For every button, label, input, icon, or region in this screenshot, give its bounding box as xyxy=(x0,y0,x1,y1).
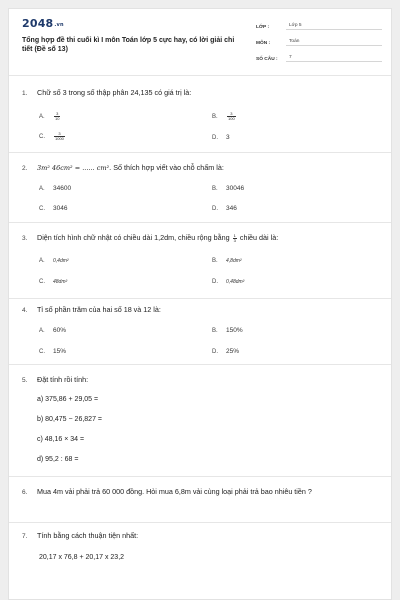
option-letter: D. xyxy=(212,349,218,355)
option-letter: B. xyxy=(212,258,218,264)
option-a[interactable] xyxy=(39,185,71,192)
question-text: Tỉ số phần trăm của hai số 18 và 12 là: xyxy=(37,305,161,314)
question-text: Đặt tính rồi tính: xyxy=(37,375,89,384)
question-text-before: Diện tích hình chữ nhật có chiều dài 1,2dm, chiều rộng bằng xyxy=(37,233,230,242)
option-b[interactable] xyxy=(212,327,243,334)
option-d[interactable] xyxy=(212,348,239,355)
option-c[interactable] xyxy=(39,132,66,141)
option-value: 25% xyxy=(226,348,240,355)
fraction xyxy=(54,132,65,141)
option-letter: D. xyxy=(212,206,218,212)
question-3 xyxy=(9,222,392,298)
denominator: 3 xyxy=(233,237,236,243)
option-value: 3 xyxy=(226,134,230,141)
question-number: 3. xyxy=(22,235,28,242)
denominator: 1000 xyxy=(55,136,64,141)
question-4 xyxy=(9,298,392,364)
calc-line-c: c) 48,16 × 34 = xyxy=(37,436,85,443)
question-number: 4. xyxy=(22,307,28,314)
option-value: 3046 xyxy=(53,205,68,212)
question-5 xyxy=(9,364,392,476)
option-value: 48dm² xyxy=(53,279,68,285)
option-letter: A. xyxy=(39,114,45,121)
question-text-rest: Số thích hợp viết vào chỗ chấm là: xyxy=(113,163,224,172)
meta-value: Lớp 5 xyxy=(286,23,382,30)
option-d[interactable] xyxy=(212,278,244,285)
calc-line-b: b) 80,475 − 26,827 = xyxy=(37,416,102,423)
option-letter: D. xyxy=(212,279,218,285)
question-text: Tính bằng cách thuận tiện nhất: xyxy=(37,531,139,540)
option-letter: A. xyxy=(39,328,45,334)
question-number: 5. xyxy=(22,377,28,384)
option-value: 150% xyxy=(226,327,243,334)
option-letter: C. xyxy=(39,134,45,141)
question-text: Chữ số 3 trong số thập phân 24,135 có giá trị là: xyxy=(37,88,192,97)
option-value: 346 xyxy=(226,205,237,212)
option-d[interactable] xyxy=(212,134,230,141)
option-letter: D. xyxy=(212,135,218,141)
calc-line: 20,17 x 76,8 + 20,17 x 23,2 xyxy=(39,554,125,561)
question-number: 2. xyxy=(22,165,28,172)
meta-row-subject xyxy=(256,33,382,46)
question-7 xyxy=(9,522,392,600)
numerator: 1 xyxy=(233,232,236,238)
meta-value: 7 xyxy=(286,55,382,62)
meta-row-class xyxy=(256,17,382,30)
denominator: 10 xyxy=(55,116,60,121)
option-letter: C. xyxy=(39,279,45,285)
option-letter: B. xyxy=(212,186,218,192)
meta-info xyxy=(256,17,382,65)
option-value: 0,4dm² xyxy=(53,258,69,264)
site-logo[interactable] xyxy=(22,17,64,30)
option-value: 15% xyxy=(53,348,67,355)
option-letter: C. xyxy=(39,206,45,212)
option-value: 34600 xyxy=(53,185,72,192)
option-c[interactable] xyxy=(39,348,66,355)
option-value: 60% xyxy=(53,327,67,334)
option-value: 0,48dm² xyxy=(226,279,245,285)
logo-suffix: .vn xyxy=(54,22,64,28)
option-a[interactable] xyxy=(39,257,69,264)
question-1 xyxy=(9,75,392,152)
option-b[interactable] xyxy=(212,257,242,264)
option-letter: A. xyxy=(39,258,45,264)
meta-row-count xyxy=(256,49,382,62)
option-letter: B. xyxy=(212,328,218,334)
meta-label: LỚP : xyxy=(256,25,270,30)
question-text-after: chiều dài là: xyxy=(239,233,279,242)
option-b[interactable] xyxy=(212,112,237,121)
option-value: 4,8dm² xyxy=(226,258,242,264)
math-expression: 3m² 46cm² = ...... cm². xyxy=(37,164,114,172)
question-number: 6. xyxy=(22,489,28,496)
question-text xyxy=(37,233,379,243)
calc-line-d: d) 95,2 : 68 = xyxy=(37,456,79,463)
denominator: 100 xyxy=(228,116,235,121)
document-page xyxy=(8,8,392,600)
option-b[interactable] xyxy=(212,185,244,192)
fraction xyxy=(227,112,236,121)
logo-text: 2048 xyxy=(22,17,54,30)
option-letter: A. xyxy=(39,186,45,192)
option-value: 30046 xyxy=(226,185,245,192)
option-letter: C. xyxy=(39,349,45,355)
document-header xyxy=(9,9,391,67)
option-a[interactable] xyxy=(39,112,61,121)
numerator: 3 xyxy=(54,132,65,137)
question-6 xyxy=(9,476,392,522)
question-number: 7. xyxy=(22,533,28,540)
question-text: Mua 4m vải phải trả 60 000 đồng. Hỏi mua 6,8m vải cùng loại phải trả bao nhiêu tiền ? xyxy=(37,487,312,496)
option-a[interactable] xyxy=(39,327,66,334)
option-d[interactable] xyxy=(212,205,237,212)
option-c[interactable] xyxy=(39,278,67,285)
question-text xyxy=(37,163,379,173)
fraction xyxy=(54,112,60,121)
calc-line-a: a) 375,86 + 29,05 = xyxy=(37,396,99,403)
numerator: 3 xyxy=(227,112,236,117)
fraction xyxy=(233,234,237,243)
question-number: 1. xyxy=(22,90,28,97)
question-2 xyxy=(9,152,392,222)
document-title: Tổng hợp đề thi cuối kì I môn Toán lớp 5 cực hay, có lời giải chi tiết (Đề số 13) xyxy=(22,37,235,53)
meta-value: Toán xyxy=(286,39,382,46)
numerator: 3 xyxy=(54,112,60,117)
option-c[interactable] xyxy=(39,205,67,212)
meta-label: MÔN : xyxy=(256,41,271,46)
meta-label: SỐ CÂU : xyxy=(256,57,278,62)
option-letter: B. xyxy=(212,114,218,121)
